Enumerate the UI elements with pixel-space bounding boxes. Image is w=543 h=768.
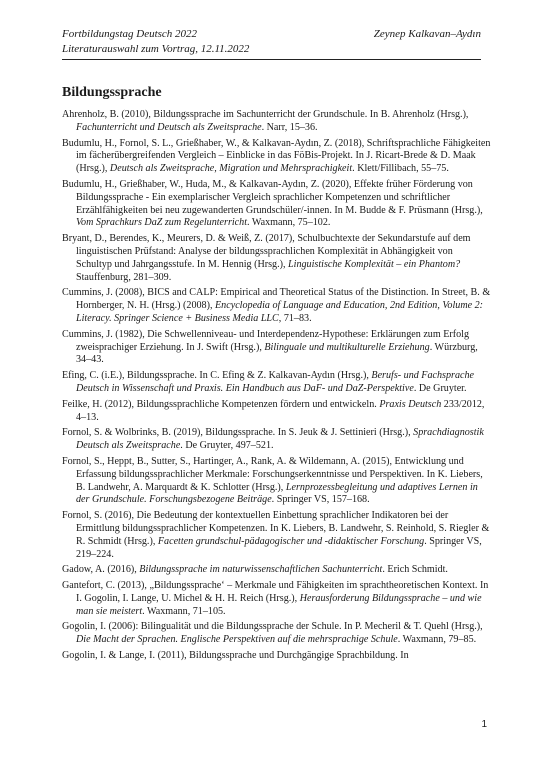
reference-source: . Erich Schmidt. [382,564,448,576]
reference-entry [62,138,491,176]
reference-title: Fachunterricht und Deutsch als Zweitsprache [76,121,262,133]
reference-source: Stauffenburg, 281–309. [76,271,172,283]
reference-source: . Waxmann, 75–102. [247,217,331,229]
reference-title: Bildungssprache im naturwissenschaftlichen Sachunterricht [139,564,383,576]
reference-text: Efing, C. (i.E.), Bildungssprache. In C. Efing & Z. Kalkavan-Aydın (Hrsg.), [62,370,372,382]
reference-entry [62,233,491,284]
reference-title: Deutsch als Zweitsprache, Migration und Mehrsprachigkeit [109,163,353,175]
header-row-2 [62,42,481,57]
reference-source: . Springer VS, 219–224. [76,535,482,560]
reference-source: . Springer VS, 157–168. [271,494,370,506]
reference-text: Cummins, J. (2008), BICS and CALP: Empirical and Theoretical Status of the Distinction. In Street, B. & Hornberger, N. H. (Hrsg.) (2008), [62,287,491,312]
reference-source: . Waxmann, 79–85. [397,634,477,646]
reference-text: Cummins, J. (1982), Die Schwellenniveau- und Interdependenz-Hypothese: Erklärungen zum Erfolg zweisprachiger Erziehung. In J. Swift (Hrsg.), [62,328,470,353]
reference-entry [62,370,491,396]
reference-entry [62,109,491,135]
header-author: Zeynep Kalkavan–Aydın [373,28,481,40]
reference-source: . De Gruyter, 497–521. [180,440,274,452]
reference-text: Gogolin, I. & Lange, I. (2011), Bildungssprache und Durchgängige Sprachbildung. In [62,650,409,662]
reference-source: . Narr, 15–36. [261,121,318,133]
header-subtitle: Literaturauswahl zum Vortrag, 12.11.2022 [62,43,250,55]
reference-source: . Klett/Fillibach, 55–75. [352,163,449,175]
reference-text: Gadow, A. (2016), [62,564,140,576]
reference-entry [62,329,491,367]
reference-title: Bilinguale und multikulturelle Erziehung [264,341,430,353]
reference-title: Praxis Deutsch [379,398,442,410]
header-row-1 [62,27,481,42]
reference-text: Budumlu, H., Grießhaber, W., Huda, M., & Kalkavan-Aydın, Z. (2020), Effekte früher Förderung von Bildungssprache - Ein exemplarischer Vergleich sprachlicher Kompetenzen und schriftlicher Erzählfähigkeiten bei neu zugewanderten Grundschüler/-innen. In M. Budde & F. Prüsmann (Hrsg.), [62,178,483,216]
page-number: 1 [481,719,487,730]
reference-entry [62,427,491,453]
reference-text: Gogolin, I. (2006): Bilingualität und die Bildungssprache der Schule. In P. Mecheril & T. Quehl (Hrsg.), [62,621,483,633]
reference-entry [62,510,491,561]
reference-text: Ahrenholz, B. (2010), Bildungssprache im Sachunterricht der Grundschule. In B. Ahrenholz (Hrsg.), [62,109,469,120]
reference-title: Linguistische Komplexität – ein Phantom? [288,258,461,270]
reference-text: Fornol, S. & Wolbrinks, B. (2019), Bildungssprache. In S. Jeuk & J. Settinieri (Hrsg.), [62,427,414,439]
section-title: Bildungssprache [62,85,162,100]
reference-text: Fornol, S., Heppt, B., Sutter, S., Hartinger, A., Rank, A. & Wildemann, A. (2015), Entwicklung und Erfassung bildungssprachlicher Merkmale: Forschungserkenntnisse und Perspektiven. In K. Liebers, B. Landwehr, A. Marquardt & K. Schlotter (Hrsg.), [62,455,483,493]
header-event: Fortbildungstag Deutsch 2022 [62,28,198,40]
reference-title: Encyclopedia of Language and Education, 2nd Edition, Volume 2: Literacy. Springer Science + Business Media LLC [76,300,484,324]
reference-title: Herausforderung Bildungssprache – und wie man sie meistert [76,592,482,617]
reference-source: , 71–83. [278,312,312,324]
reference-entry [62,456,491,507]
reference-title: Facetten grundschul-pädagogischer und -didaktischer Forschung [157,535,425,547]
reference-title: Sprachdiagnostik Deutsch als Zweitsprache [76,427,484,452]
reference-title: Vom Sprachkurs DaZ zum Regelunterricht [76,217,248,229]
reference-title: Lernprozessbegleitung und adaptives Lernen in der Grundschule. Forschungsbezogene Beiträge [76,481,478,506]
reference-entry [62,564,491,577]
reference-entry [62,580,491,618]
reference-text: Feilke, H. (2012), Bildungssprachliche Kompetenzen fördern und entwickeln. [62,398,380,410]
reference-source: . De Gruyter. [413,382,467,394]
reference-entry [62,179,491,230]
reference-source: . Waxmann, 71–105. [142,605,226,617]
reference-entry [62,650,491,663]
reference-entry [62,287,491,325]
reference-source: . Würzburg, 34–43. [76,341,478,366]
reference-text: Budumlu, H., Fornol, S. L., Grießhaber, W., & Kalkavan-Aydın, Z. (2018), Schriftsprachliche Fähigkeiten im fächerübergreifenden Vergleich – Einblicke in das FöBis-Projekt. In J. Ricart-Brede & D. Maak (Hrsg.), [62,137,491,175]
reference-text: Fornol, S. (2016), Die Bedeutung der kontextuellen Einbettung sprachlicher Indikatoren bei der Ermittlung bildungssprachlicher Kompetenzen. In K. Liebers, B. Landwehr, S. Reinhold, S. Riegler & R. Schmidt (Hrsg.), [62,510,490,547]
reference-entry [62,621,491,647]
reference-entry [62,399,491,425]
page-header [62,27,481,60]
reference-text: Bryant, D., Berendes, K., Meurers, D. & Weiß, Z. (2017), Schulbuchtexte der Sekundarstufe auf dem linguistischen Prüfstand: Analyse der bildungssprachlichen Komplexität in Abhängigkeit von Schultyp und Jahrgangsstufe. In M. Hennig (Hrsg.), [62,233,471,270]
reference-title: Berufs- und Fachsprache Deutsch in Wissenschaft und Praxis. Ein Handbuch aus DaF- und DaZ-Perspektive [76,370,475,394]
reference-list [62,109,491,666]
reference-text: Gantefort, C. (2013), „Bildungssprache‘ – Merkmale und Fähigkeiten im sprachtheoretischen Kontext. In I. Gogolin, I. Lange, U. Michel & H. H. Reich (Hrsg.), [62,580,489,604]
reference-title: Die Macht der Sprachen. Englische Perspektiven auf die mehrsprachige Schule [76,634,398,646]
reference-source: 233/2012, 4–13. [76,398,485,423]
